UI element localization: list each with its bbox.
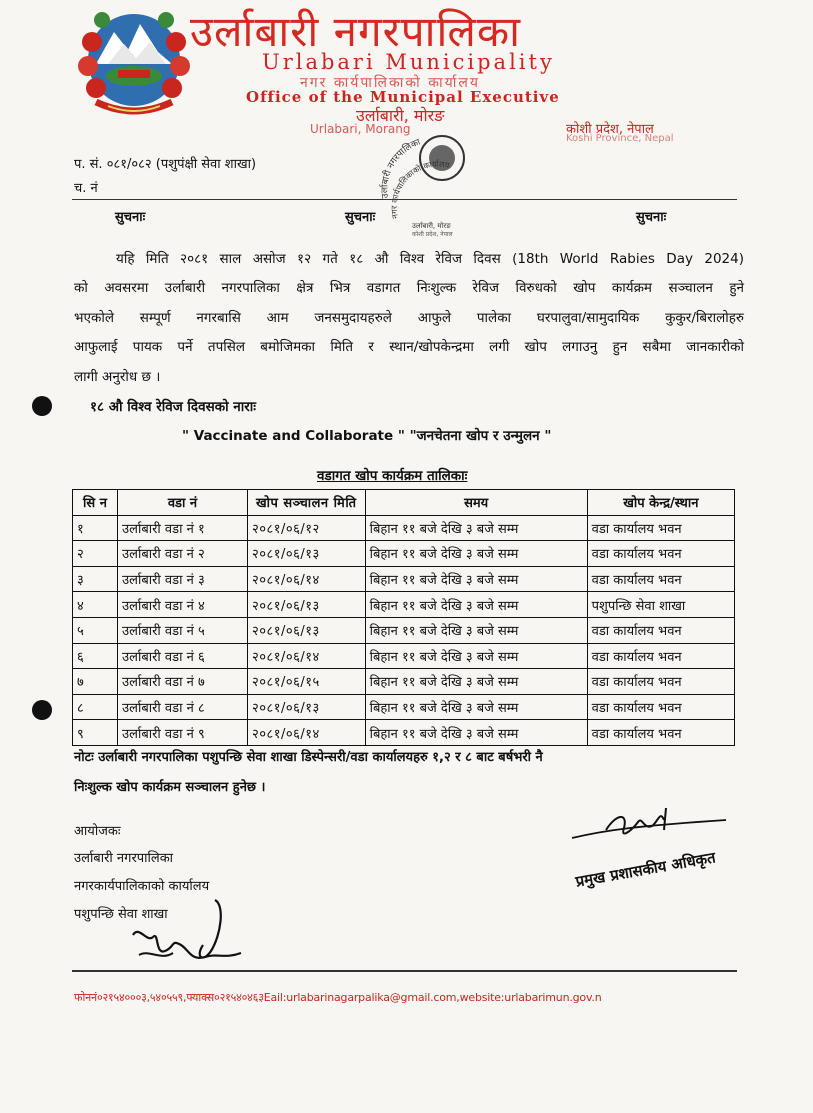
municipal-emblem bbox=[78, 2, 190, 120]
dispatch-number: च. नं bbox=[74, 181, 98, 196]
office-name-np: नगर कार्यपालिकाको कार्यालय bbox=[300, 75, 480, 91]
notice-label-right: सुचनाः bbox=[636, 210, 667, 225]
table-row bbox=[73, 515, 735, 541]
col-header-date: खोप सञ्चालन मिति bbox=[247, 490, 365, 516]
municipality-name-en: Urlabari Municipality bbox=[262, 50, 555, 74]
body-line-2: को अवसरमा उर्लाबारी नगरपालिका क्षेत्र भित्र वडागत निःशुल्क रेविज विरुधको खोप कार्यक्रम सञ्चालन हुने bbox=[74, 280, 744, 297]
table-row bbox=[73, 566, 735, 592]
organizer-signature bbox=[125, 895, 255, 975]
footer-contact: फोननं०२१५४०००३,५४०५५९,फ्याक्स०२१५४०४६३Eail:urlabarinagarpalika@gmail.com,website:urlabarimun.gov.n bbox=[74, 991, 602, 1004]
cell-time: बिहान ११ बजे देखि ३ बजे सम्म bbox=[365, 643, 587, 669]
letter-reference-number: प. सं. ०८१/०८२ (पशुपंक्षी सेवा शाखा) bbox=[74, 157, 257, 172]
slogan-heading: १८ औ विश्व रेविज दिवसको नाराः bbox=[90, 399, 257, 415]
cell-date: २०८१/०६/१३ bbox=[247, 541, 365, 567]
cell-date: २०८१/०६/१३ bbox=[247, 617, 365, 643]
address-en: Urlabari, Morang bbox=[310, 122, 411, 136]
cell-serial: ३ bbox=[73, 566, 118, 592]
cell-date: २०८१/०६/१२ bbox=[247, 515, 365, 541]
organizer-line-2: नगरकार्यपालिकाको कार्यालय bbox=[74, 879, 210, 894]
stamp-text-address: उर्लाबारी, मोरङ bbox=[412, 222, 451, 230]
cell-location: वडा कार्यालय भवन bbox=[587, 694, 734, 720]
cell-serial: ४ bbox=[73, 592, 118, 618]
province-np: कोशी प्रदेश, नेपाल bbox=[566, 122, 654, 137]
cell-date: २०८१/०६/१५ bbox=[247, 669, 365, 695]
cell-time: बिहान ११ बजे देखि ३ बजे सम्म bbox=[365, 694, 587, 720]
slogan-text: " Vaccinate and Collaborate " "जनचेतना खोप र उन्मुलन " bbox=[182, 428, 552, 444]
organizer-line-3: पशुपन्छि सेवा शाखा bbox=[74, 907, 168, 922]
organizer-line-1: उर्लाबारी नगरपालिका bbox=[74, 851, 174, 866]
cell-ward: उर्लाबारी वडा नं ३ bbox=[118, 566, 248, 592]
cell-date: २०८१/०६/१३ bbox=[247, 592, 365, 618]
col-header-serial: सि न bbox=[73, 490, 118, 516]
cell-date: २०८१/०६/१४ bbox=[247, 566, 365, 592]
cell-ward: उर्लाबारी वडा नं ५ bbox=[118, 617, 248, 643]
cell-location: वडा कार्यालय भवन bbox=[587, 643, 734, 669]
cell-serial: ७ bbox=[73, 669, 118, 695]
cao-title: प्रमुख प्रशासकीय अधिकृत bbox=[574, 848, 717, 891]
notice-label-left: सुचनाः bbox=[115, 210, 146, 225]
office-stamp bbox=[368, 128, 498, 238]
cell-location: वडा कार्यालय भवन bbox=[587, 617, 734, 643]
vaccination-schedule-table bbox=[72, 489, 735, 746]
province-en: Koshi Province, Nepal bbox=[566, 133, 674, 144]
cell-date: २०८१/०६/१४ bbox=[247, 720, 365, 746]
note-line-2: निःशुल्क खोप कार्यक्रम सञ्चालन हुनेछ । bbox=[74, 780, 266, 795]
stamp-text-outer: उर्लाबारी नगरपालिका bbox=[380, 137, 422, 199]
cell-time: बिहान ११ बजे देखि ३ बजे सम्म bbox=[365, 566, 587, 592]
cell-location: वडा कार्यालय भवन bbox=[587, 541, 734, 567]
cell-location: वडा कार्यालय भवन bbox=[587, 515, 734, 541]
table-row bbox=[73, 694, 735, 720]
cell-time: बिहान ११ बजे देखि ३ बजे सम्म bbox=[365, 617, 587, 643]
note-line-1: नोटः उर्लाबारी नगरपालिका पशुपन्छि सेवा शाखा डिस्पेन्सरी/वडा कार्यालयहरु १,२ र ८ बाट बर्षभरी नै bbox=[74, 750, 543, 765]
table-title: वडागत खोप कार्यक्रम तालिकाः bbox=[317, 468, 468, 484]
cell-serial: २ bbox=[73, 541, 118, 567]
organizer-label: आयोजकः bbox=[74, 824, 121, 839]
table-row bbox=[73, 592, 735, 618]
cell-location: पशुपन्छि सेवा शाखा bbox=[587, 592, 734, 618]
cell-ward: उर्लाबारी वडा नं ४ bbox=[118, 592, 248, 618]
body-line-1: यहि मिति २०८१ साल असोज १२ गते १८ औ विश्व रेविज दिवस (18th World Rabies Day 2024) bbox=[116, 251, 744, 267]
cell-time: बिहान ११ बजे देखि ३ बजे सम्म bbox=[365, 541, 587, 567]
cell-location: वडा कार्यालय भवन bbox=[587, 669, 734, 695]
body-line-4: आफुलाई पायक पर्ने तपसिल बमोजिमका मिति र स्थान/खोपकेन्द्रमा लगी खोप लगाउनु हुन सबैमा जानकारीको bbox=[74, 339, 744, 356]
body-line-3: भएकोले सम्पूर्ण नगरबासि आम जनसमुदायहरुले आफुले पालेका घरपालुवा/सामुदायिक कुकुर/बिरालोहरु bbox=[74, 309, 744, 326]
table-row bbox=[73, 541, 735, 567]
cell-serial: ९ bbox=[73, 720, 118, 746]
cell-ward: उर्लाबारी वडा नं १ bbox=[118, 515, 248, 541]
punch-hole-top bbox=[32, 396, 52, 416]
table-row bbox=[73, 720, 735, 746]
cell-location: वडा कार्यालय भवन bbox=[587, 566, 734, 592]
cell-date: २०८१/०६/१३ bbox=[247, 694, 365, 720]
table-row bbox=[73, 617, 735, 643]
cell-time: बिहान ११ बजे देखि ३ बजे सम्म bbox=[365, 515, 587, 541]
cell-ward: उर्लाबारी वडा नं ७ bbox=[118, 669, 248, 695]
cell-ward: उर्लाबारी वडा नं ६ bbox=[118, 643, 248, 669]
punch-hole-bottom bbox=[32, 700, 52, 720]
col-header-location: खोप केन्द्र/स्थान bbox=[587, 490, 734, 516]
cell-time: बिहान ११ बजे देखि ३ बजे सम्म bbox=[365, 669, 587, 695]
cell-serial: ६ bbox=[73, 643, 118, 669]
table-header-row bbox=[73, 490, 735, 516]
body-line-5: लागी अनुरोध छ । bbox=[74, 368, 161, 385]
footer-divider bbox=[72, 970, 737, 972]
cell-ward: उर्लाबारी वडा नं ८ bbox=[118, 694, 248, 720]
cell-serial: १ bbox=[73, 515, 118, 541]
notice-label-center: सुचनाः bbox=[345, 210, 376, 225]
office-name-en: Office of the Municipal Executive bbox=[246, 88, 560, 106]
stamp-text-inner: नगर र्यपालिकाको कार्यालय bbox=[389, 159, 451, 220]
header-divider bbox=[72, 199, 737, 200]
table-row bbox=[73, 669, 735, 695]
address-np: उर्लाबारी, मोरङ bbox=[356, 106, 445, 125]
col-header-time: समय bbox=[365, 490, 587, 516]
stamp-text-province: कोशी प्रदेश, नेपाल bbox=[412, 231, 453, 238]
cell-ward: उर्लाबारी वडा नं २ bbox=[118, 541, 248, 567]
col-header-ward: वडा नं bbox=[118, 490, 248, 516]
cell-location: वडा कार्यालय भवन bbox=[587, 720, 734, 746]
cell-time: बिहान ११ बजे देखि ३ बजे सम्म bbox=[365, 720, 587, 746]
notice-body bbox=[74, 245, 744, 392]
cell-serial: ५ bbox=[73, 617, 118, 643]
cell-time: बिहान ११ बजे देखि ३ बजे सम्म bbox=[365, 592, 587, 618]
cell-date: २०८१/०६/१४ bbox=[247, 643, 365, 669]
cell-ward: उर्लाबारी वडा नं ९ bbox=[118, 720, 248, 746]
municipality-name-np: उर्लाबारी नगरपालिका bbox=[190, 7, 521, 56]
table-row bbox=[73, 643, 735, 669]
cell-serial: ८ bbox=[73, 694, 118, 720]
